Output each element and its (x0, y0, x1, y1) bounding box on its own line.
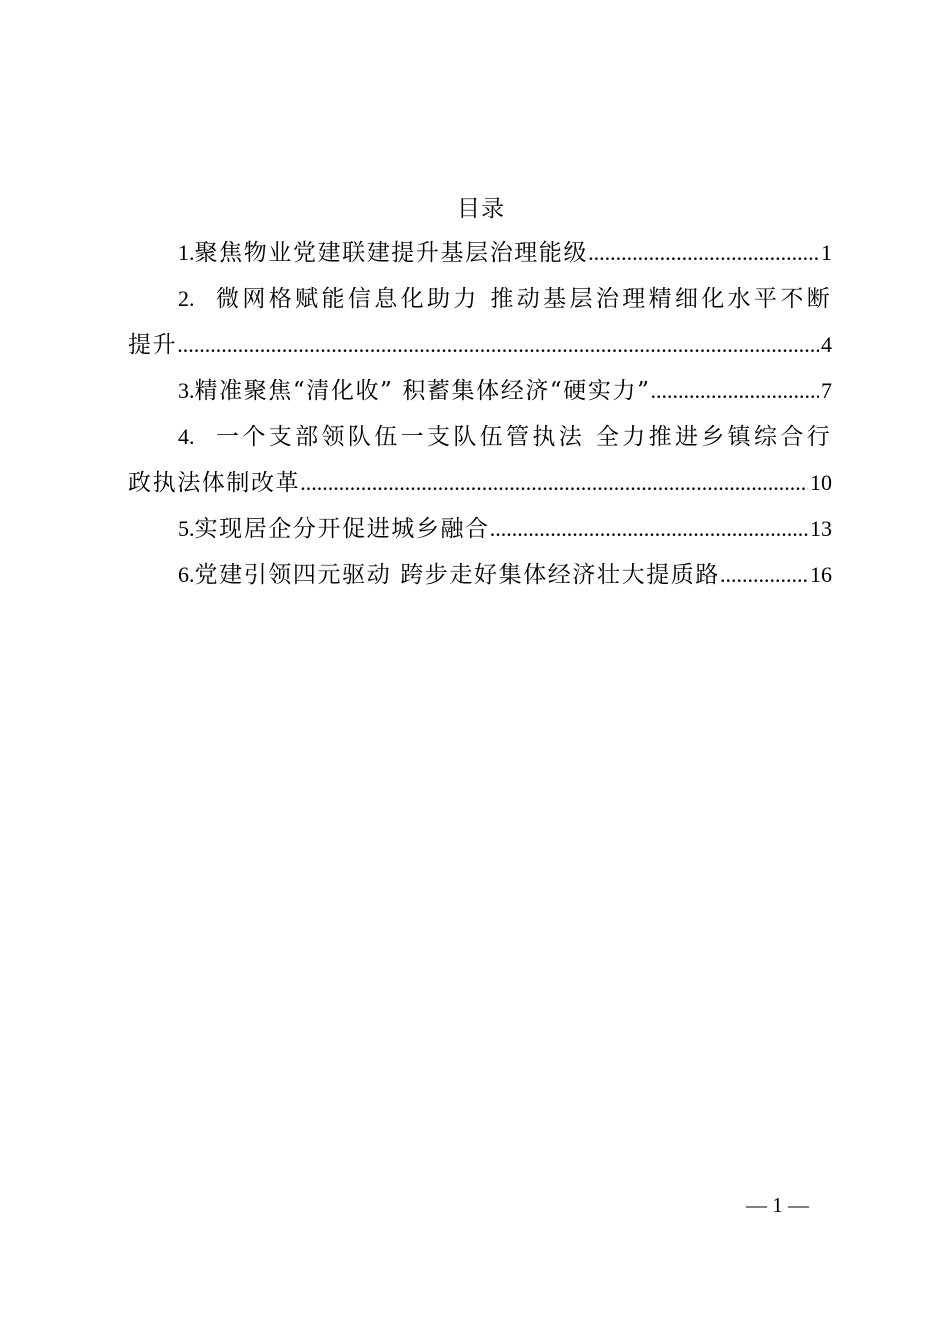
toc-entry-title: 党建引领四元驱动 跨步走好集体经济壮大提质路 (194, 562, 721, 588)
toc-entry-page: 7 (821, 378, 832, 403)
toc-entry-page: 16 (810, 562, 832, 587)
toc-entry-page: 13 (810, 516, 832, 541)
toc-entry-number: 4. (178, 424, 195, 449)
toc-entry-number: 6. (178, 562, 195, 587)
table-of-contents (128, 230, 832, 598)
toc-entry-title-continued: 提升 (128, 332, 178, 358)
toc-entry-page: 4 (821, 332, 832, 357)
toc-leader-dots (490, 506, 808, 552)
toc-leader-dots (300, 460, 808, 506)
toc-entry-title-continued: 政执法体制改革 (128, 470, 301, 496)
toc-leader-dots (177, 322, 819, 368)
toc-heading: 目录 (457, 196, 505, 222)
toc-entry[interactable] (128, 414, 832, 506)
toc-entry-number: 1. (178, 240, 195, 265)
toc-leader-dots (588, 230, 819, 276)
toc-entry-title: 聚焦物业党建联建提升基层治理能级 (194, 240, 589, 266)
toc-entry-number: 5. (178, 516, 195, 541)
toc-entry-title: 微网格赋能信息化助力 推动基层治理精细化水平不断 (216, 286, 832, 312)
toc-entry[interactable] (128, 230, 832, 276)
toc-leader-dots (650, 368, 819, 414)
toc-entry[interactable] (128, 368, 832, 414)
toc-entry-title: 实现居企分开促进城乡融合 (194, 516, 490, 542)
toc-entry[interactable] (128, 552, 832, 598)
toc-entry-title: 精准聚焦“清化收” 积蓄集体经济“硬实力” (194, 378, 651, 404)
toc-entry-page: 1 (821, 240, 832, 265)
toc-entry[interactable] (128, 506, 832, 552)
toc-entry-number: 3. (178, 378, 195, 403)
toc-entry-title: 一个支部领队伍一支队伍管执法 全力推进乡镇综合行 (216, 424, 832, 450)
toc-entry-number: 2. (178, 286, 195, 311)
toc-entry-page: 10 (810, 470, 832, 495)
page-footer-number: — 1 — (746, 1193, 809, 1217)
toc-entry[interactable] (128, 276, 832, 368)
toc-leader-dots (720, 552, 808, 598)
